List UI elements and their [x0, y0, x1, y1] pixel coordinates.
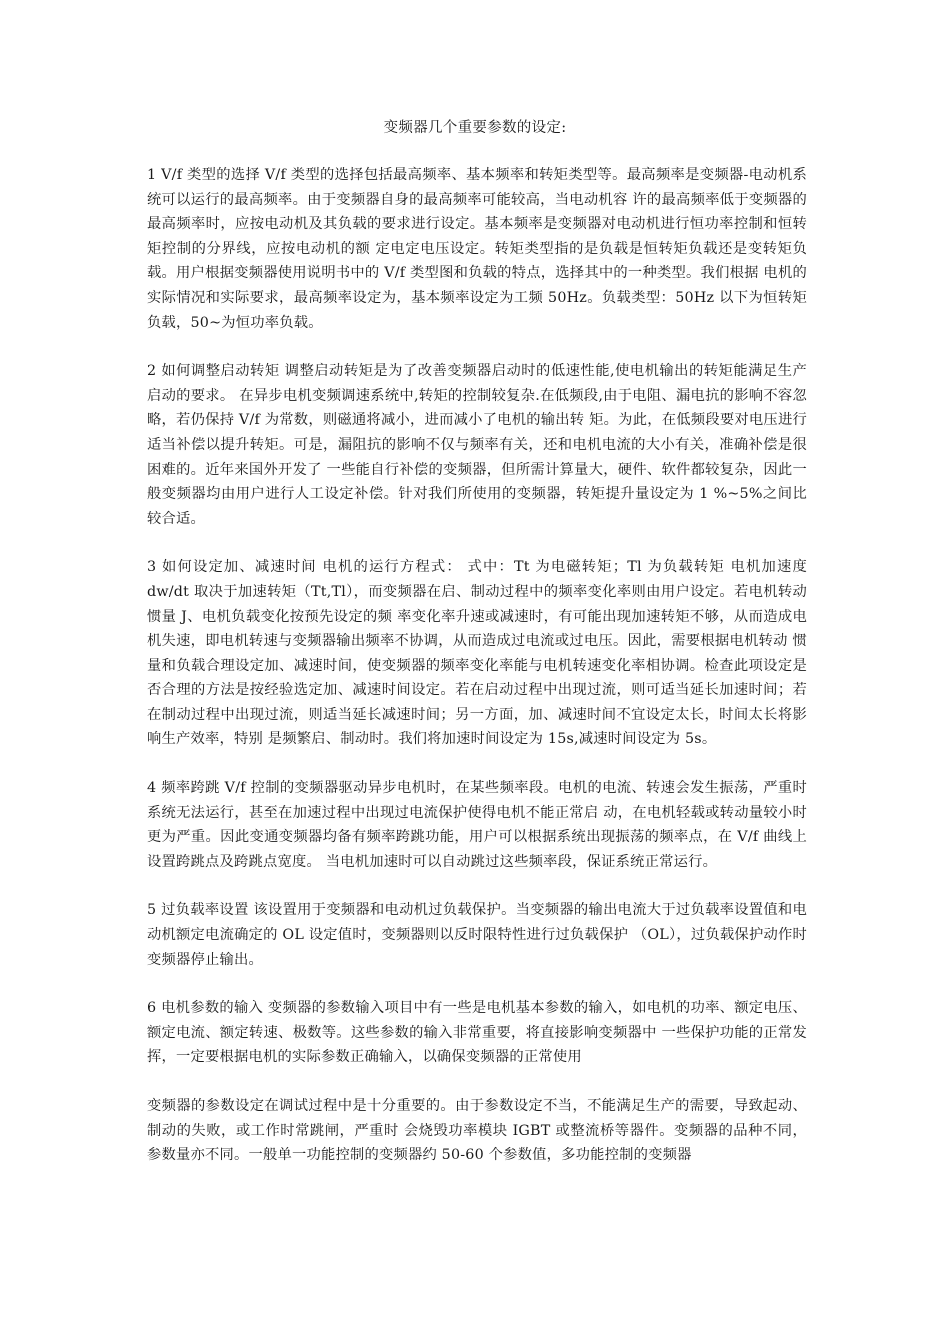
paragraph-accel-decel-time: 3 如何设定加、减速时间 电机的运行方程式： 式中：Tt 为电磁转矩；Tl 为负载转矩 电机加速度 dw/dt 取决于加速转矩（Tt,Tl），而变频器在启、制动过程中的频率变化率则由用户设定。若电机转动惯量 J、电机负载变化按预先设定的频 率变化率升速或减速时，有可能出现加速转矩不够，从而造成电机失速，即电机转速与变频器输出频率不协调，从而造成过电流或过电压。因此，需要根据电机转动 惯量和负载合理设定加、减速时间，使变频器的频率变化率能与电机转速变化率相协调。检查此项设定是否合理的方法是按经验选定加、减速时间设定。若在启动过程中出现过流，则可适当延长加速时间；若在制动过程中出现过流，则适当延长减速时间；另一方面，加、减速时间不宜设定太长，时间太长将影响生产效率，特别 是频繁启、制动时。我们将加速时间设定为 15s,减速时间设定为 5s。	[147, 559, 807, 748]
document-body	[147, 163, 807, 1168]
paragraph-motor-parameters: 6 电机参数的输入 变频器的参数输入项目中有一些是电机基本参数的输入，如电机的功率、额定电压、额定电流、额定转速、极数等。这些参数的输入非常重要，将直接影响变频器中 一些保护功能的正常发挥，一定要根据电机的实际参数正确输入，以确保变频器的正常使用	[147, 1000, 807, 1066]
paragraph-summary: 变频器的参数设定在调试过程中是十分重要的。由于参数设定不当，不能满足生产的需要，导致起动、制动的失败，或工作时常跳闸，严重时 会烧毁功率模块 IGBT 或整流桥等器件。变频器的品种不同，参数量亦不同。一般单一功能控制的变频器约 50-60 个参数值，多功能控制的变频器	[147, 1098, 807, 1164]
paragraph-frequency-jump: 4 频率跨跳 V/f 控制的变频器驱动异步电机时，在某些频率段。电机的电流、转速会发生振荡，严重时系统无法运行，甚至在加速过程中出现过电流保护使得电机不能正常启 动，在电机轻载或转动量较小时更为严重。因此变通变频器均备有频率跨跳功能，用户可以根据系统出现振荡的频率点，在 V/f 曲线上设置跨跳点及跨跳点宽度。 当电机加速时可以自动跳过这些频率段，保证系统正常运行。	[147, 780, 807, 870]
document-title: 变频器几个重要参数的设定:	[383, 120, 567, 136]
paragraph-starting-torque: 2 如何调整启动转矩 调整启动转矩是为了改善变频器启动时的低速性能,使电机输出的转矩能满足生产启动的要求。 在异步电机变频调速系统中,转矩的控制较复杂.在低频段,由于电阻、漏电抗的影响不容忽略，若仍保持 V/f 为常数，则磁通将减小，进而减小了电机的输出转 矩。为此，在低频段要对电压进行适当补偿以提升转矩。可是，漏阻抗的影响不仅与频率有关，还和电机电流的大小有关，准确补偿是很困难的。近年来国外开发了 一些能自行补偿的变频器，但所需计算量大，硬件、软件都较复杂，因此一般变频器均由用户进行人工设定补偿。针对我们所使用的变频器，转矩提升量设定为 1 %~5%之间比较合适。	[147, 363, 807, 527]
paragraph-overload-rate: 5 过负载率设置 该设置用于变频器和电动机过负载保护。当变频器的输出电流大于过负载率设置值和电动机额定电流确定的 OL 设定值时，变频器则以反时限特性进行过负载保护 （OL），过负载保护动作时变频器停止输出。	[147, 902, 807, 968]
paragraph-vf-type: 1 V/f 类型的选择 V/f 类型的选择包括最高频率、基本频率和转矩类型等。最高频率是变频器-电动机系统可以运行的最高频率。由于变频器自身的最高频率可能较高，当电动机容 许的最高频率低于变频器的最高频率时，应按电动机及其负载的要求进行设定。基本频率是变频器对电动机进行恒功率控制和恒转矩控制的分界线，应按电动机的额 定电定电压设定。转矩类型指的是负载是恒转矩负载还是变转矩负载。用户根据变频器使用说明书中的 V/f 类型图和负载的特点，选择其中的一种类型。我们根据 电机的实际情况和实际要求，最高频率设定为，基本频率设定为工频 50Hz。负载类型：50Hz 以下为恒转矩负载，50~为恒功率负载。	[147, 167, 807, 331]
